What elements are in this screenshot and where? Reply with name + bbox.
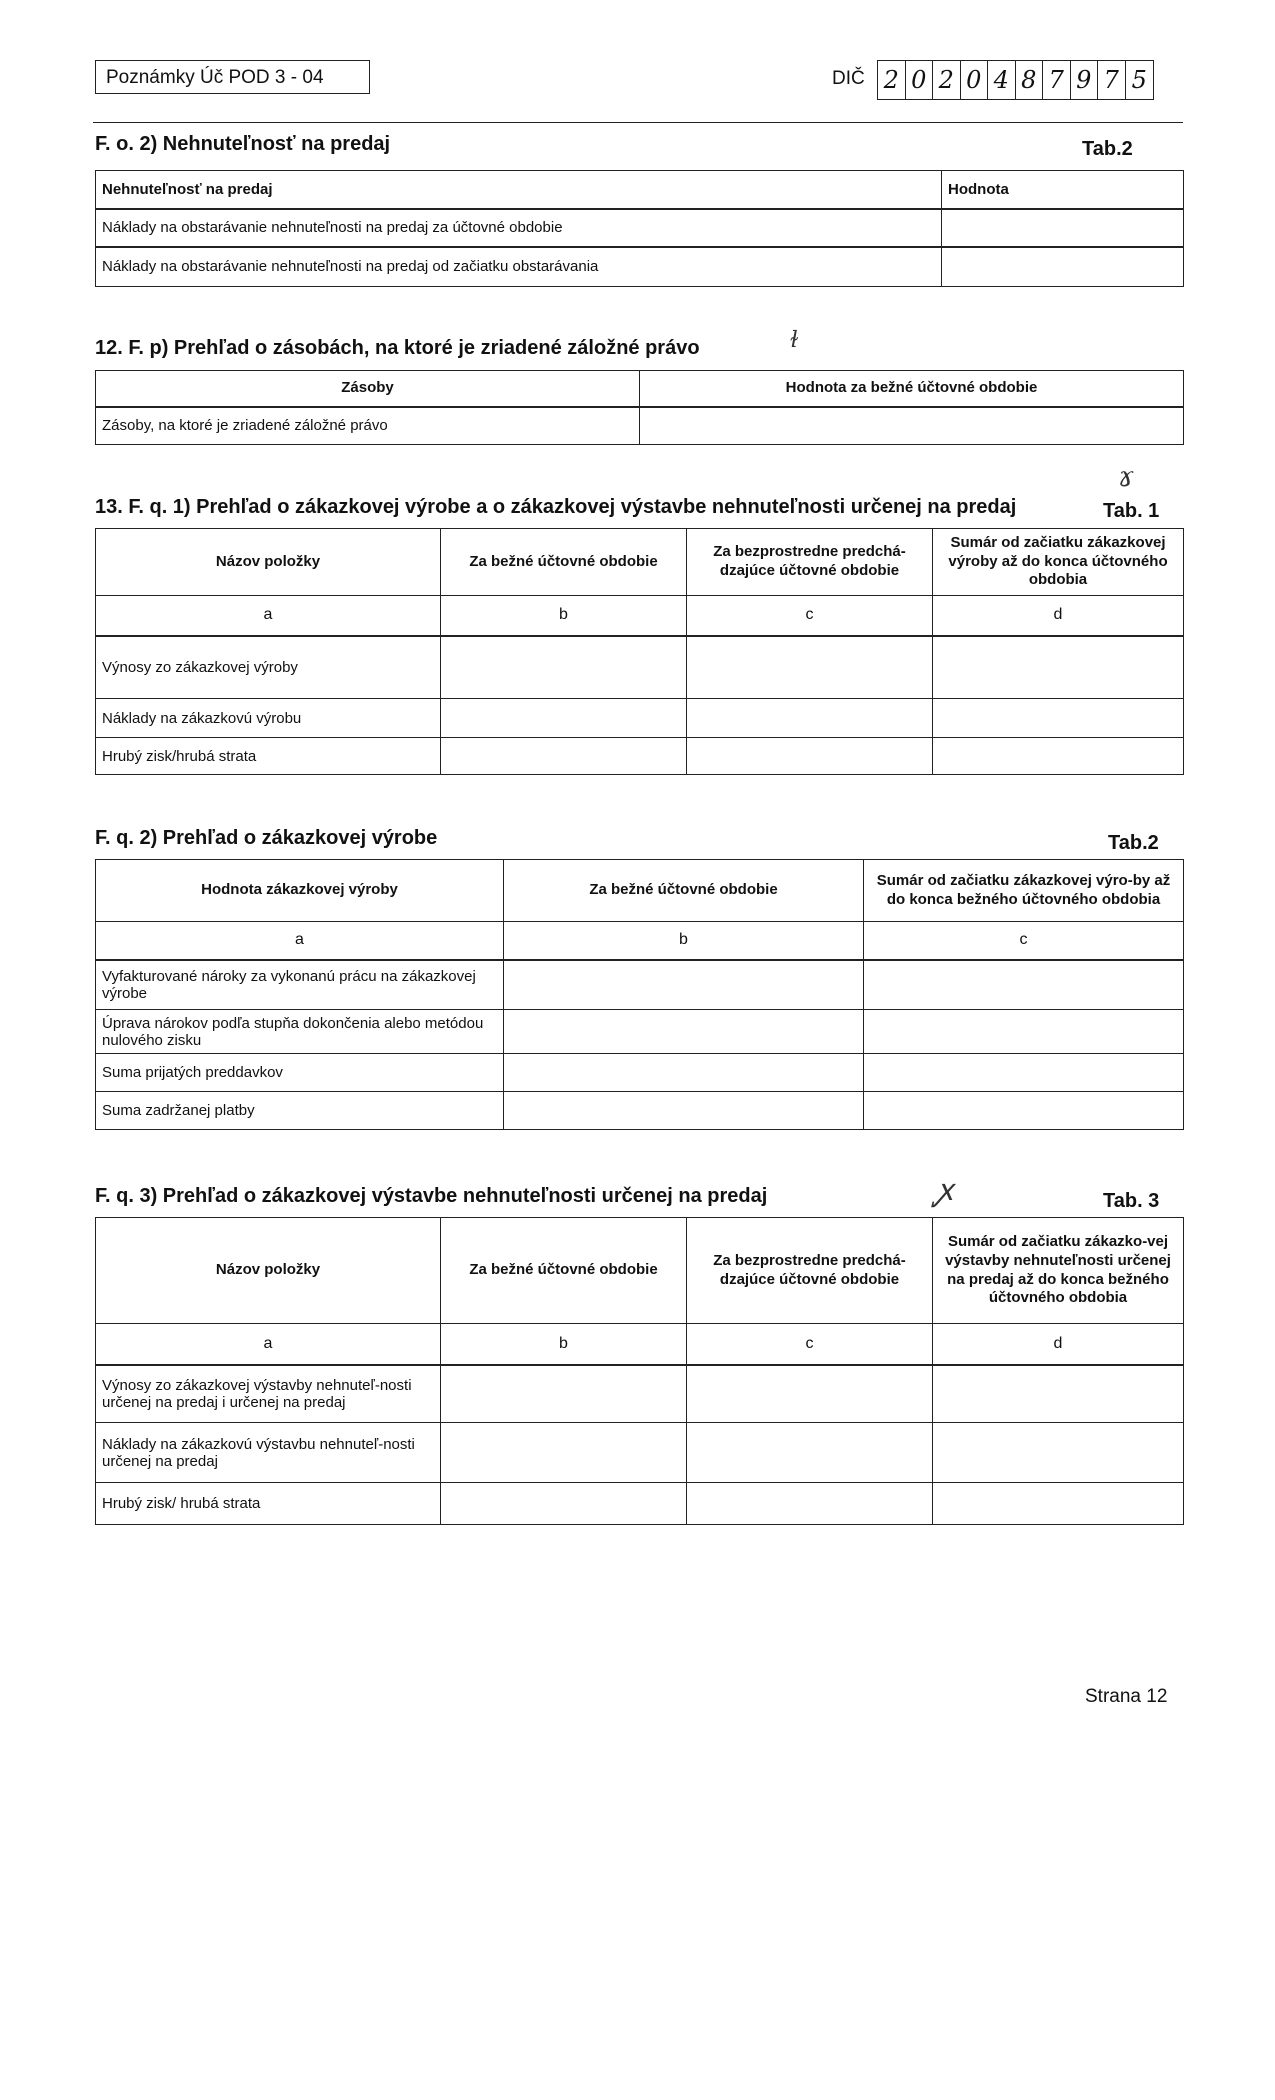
value-cell[interactable]	[933, 1365, 1184, 1423]
table-fp	[95, 370, 1184, 445]
row-label: Náklady na zákazkovú výrobu	[96, 699, 441, 738]
col-letter: c	[687, 1324, 933, 1365]
table-row	[96, 209, 1184, 247]
section-fq1-tab-label: Tab. 1	[1103, 500, 1160, 522]
table-fo2	[95, 170, 1184, 287]
col-letter: d	[933, 1324, 1184, 1365]
handwritten-mark: ꭙ	[937, 1173, 953, 1208]
dic-digit: 7	[1043, 61, 1071, 99]
value-cell[interactable]	[687, 1423, 933, 1483]
col-letter: c	[687, 596, 933, 636]
value-cell[interactable]	[687, 636, 933, 699]
value-cell[interactable]	[687, 1365, 933, 1423]
row-label: Hrubý zisk/hrubá strata	[96, 738, 441, 775]
col-header: Sumár od začiatku zákazkovej výro-by až do konca bežného účtovného obdobia	[864, 860, 1184, 922]
section-fq3-title: F. q. 3) Prehľad o zákazkovej výstavbe nehnuteľnosti určenej na predaj	[95, 1185, 768, 1207]
col-header-value: Hodnota za bežné účtovné obdobie	[640, 371, 1184, 407]
col-header: Za bežné účtovné obdobie	[441, 529, 687, 596]
form-name: Poznámky Úč POD 3 - 04	[106, 67, 324, 88]
value-cell[interactable]	[441, 699, 687, 738]
value-cell[interactable]	[942, 209, 1184, 247]
section-fo2-tab-label: Tab.2	[1082, 138, 1133, 160]
row-label: Náklady na obstarávanie nehnuteľnosti na predaj za účtovné obdobie	[96, 209, 942, 247]
table-row	[96, 1483, 1184, 1525]
col-header-value: Hodnota	[942, 171, 1184, 209]
table-row	[96, 738, 1184, 775]
value-cell[interactable]	[504, 960, 864, 1010]
col-header: Názov položky	[96, 1218, 441, 1324]
value-cell[interactable]	[933, 636, 1184, 699]
table-fq1	[95, 528, 1184, 775]
row-label: Náklady na zákazkovú výstavbu nehnuteľ-nosti určenej na predaj	[96, 1423, 441, 1483]
dic-label: DIČ	[832, 68, 865, 89]
dic-digit: 7	[1098, 61, 1126, 99]
dic-digit: 8	[1016, 61, 1044, 99]
table-row	[96, 247, 1184, 287]
dic-digit: 0	[906, 61, 934, 99]
row-label: Výnosy zo zákazkovej výstavby nehnuteľ-nosti určenej na predaj i určenej na predaj	[96, 1365, 441, 1423]
row-label: Náklady na obstarávanie nehnuteľnosti na predaj od začiatku obstarávania	[96, 247, 942, 287]
table-row	[96, 1054, 1184, 1092]
row-label: Hrubý zisk/ hrubá strata	[96, 1483, 441, 1525]
section-fq3-tab-label: Tab. 3	[1103, 1190, 1160, 1212]
dic-digit: 9	[1071, 61, 1099, 99]
col-header: Za bezprostredne predchá-dzajúce účtovné obdobie	[687, 529, 933, 596]
col-letter: b	[441, 596, 687, 636]
value-cell[interactable]	[687, 1483, 933, 1525]
form-name-box	[95, 60, 370, 94]
table-row	[96, 1092, 1184, 1130]
row-label: Suma zadržanej platby	[96, 1092, 504, 1130]
value-cell[interactable]	[441, 636, 687, 699]
table-fq2	[95, 859, 1184, 1130]
dic-digit: 2	[878, 61, 906, 99]
col-header-item: Nehnuteľnosť na predaj	[96, 171, 942, 209]
table-row	[96, 1423, 1184, 1483]
value-cell[interactable]	[441, 1423, 687, 1483]
value-cell[interactable]	[504, 1054, 864, 1092]
col-letter: a	[96, 922, 504, 960]
row-label: Vyfakturované nároky za vykonanú prácu na zákazkovej výrobe	[96, 960, 504, 1010]
dic-digit: 0	[961, 61, 989, 99]
table-row	[96, 699, 1184, 738]
row-label: Zásoby, na ktoré je zriadené záložné právo	[96, 407, 640, 445]
col-letter: a	[96, 1324, 441, 1365]
col-letter: d	[933, 596, 1184, 636]
col-header-item: Zásoby	[96, 371, 640, 407]
col-header: Za bezprostredne predchá-dzajúce účtovné obdobie	[687, 1218, 933, 1324]
section-fq2-tab-label: Tab.2	[1108, 832, 1159, 854]
col-header: Sumár od začiatku zákazko-vej výstavby nehnuteľnosti určenej na predaj až do konca bežného účtovného obdobia	[933, 1218, 1184, 1324]
handwritten-mark: ɫ	[790, 328, 799, 353]
value-cell[interactable]	[864, 1092, 1184, 1130]
row-label: Suma prijatých preddavkov	[96, 1054, 504, 1092]
value-cell[interactable]	[687, 738, 933, 775]
value-cell[interactable]	[933, 738, 1184, 775]
value-cell[interactable]	[441, 1365, 687, 1423]
table-row	[96, 407, 1184, 445]
page-number: Strana 12	[1085, 1686, 1168, 1707]
table-row	[96, 636, 1184, 699]
value-cell[interactable]	[864, 1054, 1184, 1092]
section-fp-title: 12. F. p) Prehľad o zásobách, na ktoré je zriadené záložné právo	[95, 337, 700, 359]
table-row	[96, 1010, 1184, 1054]
col-header: Hodnota zákazkovej výroby	[96, 860, 504, 922]
row-label: Úprava nárokov podľa stupňa dokončenia alebo metódou nulového zisku	[96, 1010, 504, 1054]
value-cell[interactable]	[504, 1010, 864, 1054]
value-cell[interactable]	[933, 699, 1184, 738]
col-header: Názov položky	[96, 529, 441, 596]
value-cell[interactable]	[441, 738, 687, 775]
value-cell[interactable]	[504, 1092, 864, 1130]
table-row	[96, 1365, 1184, 1423]
col-letter: b	[504, 922, 864, 960]
dic-field	[877, 60, 1154, 100]
col-header: Sumár od začiatku zákazkovej výroby až do konca účtovného obdobia	[933, 529, 1184, 596]
dic-digit: 2	[933, 61, 961, 99]
header-divider	[93, 122, 1183, 123]
value-cell[interactable]	[864, 1010, 1184, 1054]
col-letter: b	[441, 1324, 687, 1365]
dic-digit: 4	[988, 61, 1016, 99]
value-cell[interactable]	[864, 960, 1184, 1010]
value-cell[interactable]	[687, 699, 933, 738]
section-fq2-title: F. q. 2) Prehľad o zákazkovej výrobe	[95, 827, 438, 849]
table-row	[96, 960, 1184, 1010]
section-fo2-title: F. o. 2) Nehnuteľnosť na predaj	[95, 133, 391, 155]
handwritten-mark: ɤ	[1118, 460, 1134, 493]
value-cell[interactable]	[942, 247, 1184, 287]
col-header: Za bežné účtovné obdobie	[441, 1218, 687, 1324]
value-cell[interactable]	[441, 1483, 687, 1525]
col-letter: c	[864, 922, 1184, 960]
row-label: Výnosy zo zákazkovej výroby	[96, 636, 441, 699]
table-fq3	[95, 1217, 1184, 1525]
section-fq1-title: 13. F. q. 1) Prehľad o zákazkovej výrobe a o zákazkovej výstavbe nehnuteľnosti určenej na predaj	[95, 496, 1017, 518]
value-cell[interactable]	[640, 407, 1184, 445]
value-cell[interactable]	[933, 1483, 1184, 1525]
col-letter: a	[96, 596, 441, 636]
col-header: Za bežné účtovné obdobie	[504, 860, 864, 922]
value-cell[interactable]	[933, 1423, 1184, 1483]
dic-digit: 5	[1131, 66, 1147, 94]
